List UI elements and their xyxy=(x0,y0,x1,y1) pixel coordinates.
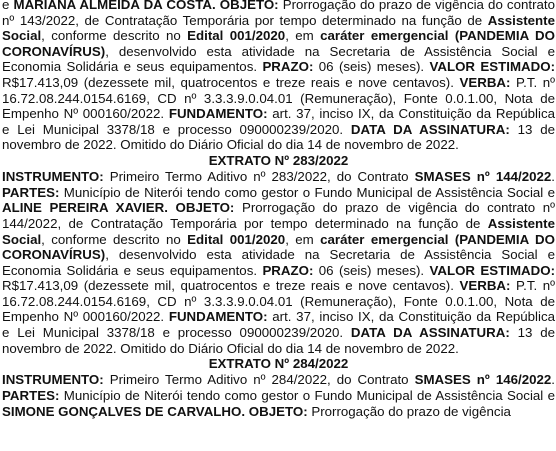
edital-ref: Edital 001/2020 xyxy=(187,231,286,247)
valor-label: VALOR ESTIMADO: xyxy=(429,59,556,75)
verba-label: VERBA: xyxy=(459,278,511,294)
instrumento-label: INSTRUMENTO: xyxy=(2,372,104,388)
contracted-name: SIMONE GONÇALVES DE CARVALHO. xyxy=(2,403,246,419)
function-name: Assistente Social xyxy=(2,215,556,247)
contracted-name: MARIANA ALMEIDA DA COSTA. xyxy=(13,0,216,12)
instrumento-label: INSTRUMENTO: xyxy=(2,169,104,185)
carater-emergencial: caráter emergencial (PANDEMIA DO CORONAVÍRUS) xyxy=(2,28,555,59)
extrato-284-title: EXTRATO Nº 284/2022 xyxy=(208,356,349,372)
contracted-name: ALINE PEREIRA XAVIER. xyxy=(2,200,168,216)
contrato-ref: SMASES nº 144/2022 xyxy=(414,169,552,185)
edital-ref: Edital 001/2020 xyxy=(187,28,286,44)
objeto-label: OBJETO: xyxy=(175,200,235,216)
extrato-284-body: INSTRUMENTO: Primeiro Termo Aditivo nº 284/2022, do Contrato SMASES nº 146/2022. PARTES: Município de Niterói tendo como gestor o Fundo Municipal de Assistência Social e SIMONE GONÇALVES DE CARVALHO. OBJETO: Prorrogação do prazo de vigência xyxy=(2,372,555,419)
extrato-282-body: e MARIANA ALMEIDA DA COSTA. OBJETO: Prorrogação do prazo de vigência do contrato nº 143/2022, de Contratação Temporária por tempo determinado na função de Assistente Social, conforme descrito no Edital 001/2020, em caráter emergencial (PANDEMIA DO CORONAVÍRUS), desenvolvido esta atividade na Secretaria de Assistência Social e Economia Solidária e seus equipamentos. PRAZO: 06 (seis) meses). VALOR ESTIMADO: R$17.413,09 (dezessete mil, quatrocentos e treze reais e nove centavos). VERBA: P.T. nº 16.72.08.244.0154.6169, CD nº 3.3.3.9.0.04.01 (Remuneração), Fonte 0.0.1.00, Nota de Empenho Nº 000160/2022. FUNDAMENTO: art. 37, inciso IX, da Constituição da República e Lei Municipal 3378/18 e processo 090000239/2020. DATA DA ASSINATURA: 13 de novembro de 2022. Omitido do Diário Oficial do dia 14 de novembro de 2022. xyxy=(2,0,555,153)
objeto-label: OBJETO: xyxy=(219,0,279,12)
verba-label: VERBA: xyxy=(459,74,511,90)
extrato-283-body: INSTRUMENTO: Primeiro Termo Aditivo nº 283/2022, do Contrato SMASES nº 144/2022. PARTES: Município de Niterói tendo como gestor o Fundo Municipal de Assistência Social e ALINE PEREIRA XAVIER. OBJETO: Prorrogação do prazo de vigência do contrato nº 144/2022, de Contratação Temporária por tempo determinado na função de Assistente Social, conforme descrito no Edital 001/2020, em caráter emergencial (PANDEMIA DO CORONAVÍRUS), desenvolvido esta atividade na Secretaria de Assistência Social e Economia Solidária e seus equipamentos. PRAZO: 06 (seis) meses). VALOR ESTIMADO: R$17.413,09 (dezessete mil, quatrocentos e treze reais e nove centavos). VERBA: P.T. nº 16.72.08.244.0154.6169, CD nº 3.3.3.9.0.04.01 (Remuneração), Fonte 0.0.1.00, Nota de Empenho Nº 000160/2022. FUNDAMENTO: art. 37, inciso IX, da Constituição da República e Lei Municipal 3378/18 e processo 090000239/2020. DATA DA ASSINATURA: 13 de novembro de 2022. Omitido do Diário Oficial do dia 14 de novembro de 2022. xyxy=(2,169,556,356)
fundamento-label: FUNDAMENTO: xyxy=(168,106,268,122)
prazo-label: PRAZO: xyxy=(262,262,314,278)
objeto-label: OBJETO: xyxy=(248,403,308,419)
fundamento-label: FUNDAMENTO: xyxy=(168,309,268,325)
extrato-283-title: EXTRATO Nº 283/2022 xyxy=(208,152,349,168)
contrato-ref: SMASES nº 146/2022 xyxy=(414,372,552,388)
carater-emergencial: caráter emergencial (PANDEMIA DO CORONAVÍRUS) xyxy=(2,231,555,263)
partes-label: PARTES: xyxy=(2,388,60,404)
data-assinatura-label: DATA DA ASSINATURA: xyxy=(350,325,510,341)
valor-label: VALOR ESTIMADO: xyxy=(429,262,556,278)
function-name: Assistente Social xyxy=(2,12,555,44)
data-assinatura-label: DATA DA ASSINATURA: xyxy=(350,121,510,137)
prazo-label: PRAZO: xyxy=(262,59,314,75)
partes-label: PARTES: xyxy=(2,184,60,200)
